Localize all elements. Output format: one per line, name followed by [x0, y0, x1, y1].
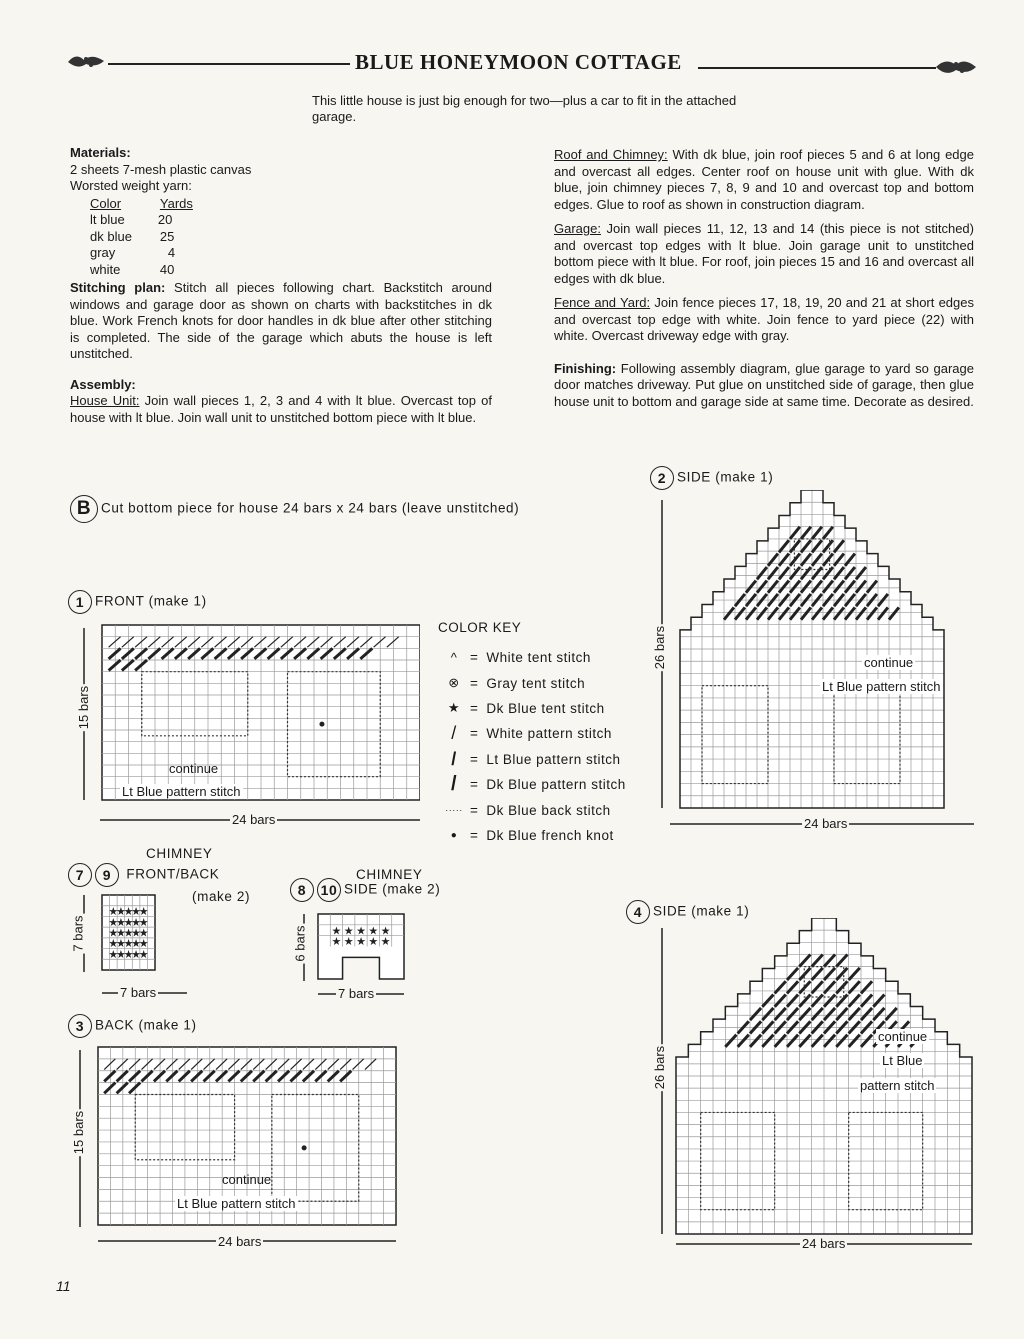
side4-width-dim: 24 bars — [802, 1236, 846, 1251]
stitching-text: Stitch all pieces following chart. Backstitch around windows and garage door as shown on charts with backstitches in dk blue. Work French knots for door handles in dk blue after other stitching is completed. The side of the garage which abuts the house is left unstitched. — [70, 280, 492, 361]
roof-label: Roof and Chimney: — [554, 147, 668, 162]
svg-text:★: ★ — [108, 906, 119, 919]
chart-b-text: Cut bottom piece for house 24 bars x 24 bars (leave unstitched) — [101, 500, 520, 516]
chart-side4-title: SIDE (make 1) — [653, 903, 750, 919]
svg-text:★: ★ — [123, 916, 134, 929]
chimney-fb-width-dim: 7 bars — [120, 985, 157, 1000]
chart-number: 8 — [290, 878, 314, 902]
chimney-fb-grid — [102, 895, 155, 970]
stitching-plan — [70, 280, 492, 363]
chart-number: 3 — [68, 1014, 92, 1038]
yarn-color: white — [90, 261, 121, 277]
chart-b-label — [70, 495, 519, 523]
side4-height-dim: 26 bars — [652, 1045, 668, 1090]
key-item: ^ = White tent stitch — [438, 645, 626, 670]
yarn-col-yards: Yards — [159, 195, 193, 211]
thin-slash-icon: / — [451, 723, 457, 744]
front-note-continue: continue — [169, 761, 219, 776]
svg-text:★: ★ — [108, 916, 119, 929]
yarn-col-color: Color — [90, 195, 122, 211]
svg-text:★: ★ — [343, 936, 354, 949]
side2-note-pattern: Lt Blue pattern stitch — [822, 679, 941, 694]
chimney-side-label — [290, 866, 440, 902]
svg-text:★: ★ — [138, 906, 149, 919]
yarn-color: dk blue — [90, 228, 132, 244]
key-label: Lt Blue pattern stitch — [486, 751, 621, 767]
garage-label: Garage: — [554, 221, 601, 236]
side2-height-dim: 26 bars — [652, 625, 668, 670]
key-label: White pattern stitch — [486, 726, 612, 742]
svg-text:★: ★ — [115, 927, 126, 940]
svg-text:★: ★ — [131, 906, 142, 919]
back-note-continue: continue — [222, 1172, 272, 1187]
svg-text:★: ★ — [123, 906, 134, 919]
back-height-dim: 15 bars — [71, 1110, 87, 1155]
svg-text:★: ★ — [115, 906, 126, 919]
svg-text:★: ★ — [343, 925, 354, 938]
front-chart-figure — [60, 620, 420, 835]
chimney-side-width-dim: 7 bars — [338, 986, 375, 1001]
key-label: Dk Blue back stitch — [486, 802, 611, 818]
finishing-label: Finishing: — [554, 360, 617, 376]
back-note-pattern: Lt Blue pattern stitch — [177, 1196, 296, 1211]
chart-side2-title: SIDE (make 1) — [677, 469, 774, 485]
chart-number: 2 — [650, 466, 674, 490]
color-key-title: COLOR KEY — [438, 620, 522, 635]
materials-line-1: 2 sheets 7-mesh plastic canvas — [70, 161, 252, 177]
svg-text:★: ★ — [108, 927, 119, 940]
chimney-side-grid — [318, 914, 404, 979]
dot-icon: ● — [450, 829, 458, 841]
yarn-yards: 20 — [157, 212, 173, 227]
svg-text:★: ★ — [138, 916, 149, 929]
chart-back-label — [68, 1014, 197, 1038]
chimney-side-line2: SIDE (make 2) — [344, 881, 441, 897]
holly-ornament-right — [934, 55, 978, 79]
left-column — [70, 145, 492, 434]
front-chart-grid — [102, 625, 420, 800]
svg-text:★: ★ — [131, 927, 142, 940]
fence-paragraph — [554, 295, 974, 345]
chart-front-label — [68, 590, 207, 614]
materials-line-2: Worsted weight yarn: — [70, 178, 192, 193]
svg-text:★: ★ — [356, 936, 366, 949]
house-unit-paragraph — [70, 393, 492, 426]
chimney-fb-height-dim: 7 bars — [70, 915, 86, 952]
fence-label: Fence and Yard: — [554, 295, 651, 310]
side4-note-pattern: pattern stitch — [860, 1078, 935, 1093]
chart-number: 4 — [626, 900, 650, 924]
svg-text:★: ★ — [331, 936, 342, 949]
dotted-line-icon: ····· — [445, 805, 463, 816]
key-item: ⊗ = Gray tent stitch — [438, 670, 626, 695]
caret-icon: ^ — [450, 650, 458, 666]
svg-text:★: ★ — [123, 927, 134, 940]
svg-text:★: ★ — [380, 925, 391, 938]
svg-text:★: ★ — [115, 916, 126, 929]
key-label: Dk Blue pattern stitch — [486, 777, 626, 793]
chimney-fb-line3: (make 2) — [192, 889, 251, 904]
page-number: 11 — [56, 1278, 71, 1294]
circle-x-icon: ⊗ — [448, 675, 460, 691]
chimney-side-line1: CHIMNEY — [356, 867, 423, 882]
chart-number: 9 — [95, 863, 119, 887]
page-title: BLUE HONEYMOON COTTAGE — [355, 50, 682, 74]
yarn-table — [88, 196, 219, 279]
yarn-yards: 40 — [159, 261, 175, 277]
materials-heading: Materials: — [70, 145, 131, 160]
chart-back-title: BACK (make 1) — [95, 1017, 197, 1033]
svg-text:★: ★ — [138, 938, 149, 951]
header-rule-left — [108, 63, 350, 65]
chimney-fb-line2: FRONT/BACK — [126, 866, 220, 882]
holly-ornament-left — [66, 50, 108, 72]
key-label: Dk Blue french knot — [486, 827, 614, 843]
garage-text: Join wall pieces 11, 12, 13 and 14 (this piece is not stitched) and overcast top edges with lt blue. Join garage unit to unstitched bottom piece with lt blue. For roof, join pieces 15 and 16 and overcast all edges with dk blue. — [554, 221, 974, 286]
intro-text: This little house is just big enough for two—plus a car to fit in the attached garage. — [312, 93, 737, 124]
assembly-heading: Assembly: — [70, 376, 136, 392]
chart-front-title: FRONT (make 1) — [95, 593, 207, 609]
front-note-pattern: Lt Blue pattern stitch — [122, 784, 241, 799]
side4-chart-grid — [676, 918, 972, 1234]
svg-text:★: ★ — [368, 936, 379, 949]
key-item: ★ = Dk Blue tent stitch — [438, 696, 626, 721]
chimney-side-height-dim: 6 bars — [292, 925, 308, 962]
front-height-dim: 15 bars — [76, 685, 92, 730]
right-column — [554, 147, 974, 418]
chart-side2-label — [650, 466, 773, 490]
svg-text:★: ★ — [138, 948, 149, 961]
key-item: / = Lt Blue pattern stitch — [438, 747, 626, 772]
side2-chart-grid — [680, 490, 944, 808]
key-item: ····· = Dk Blue back stitch — [438, 797, 626, 822]
fence-text: Join fence pieces 17, 18, 19, 20 and 21 at short edges and overcast top edge with white. Join fence to yard piece (22) with white. Overcast driveway edge with gray. — [554, 295, 974, 343]
side4-note-ltblue: Lt Blue — [882, 1053, 923, 1068]
side4-note-continue: continue — [878, 1029, 928, 1044]
side2-chart-figure — [650, 490, 980, 835]
svg-text:★: ★ — [123, 948, 134, 961]
key-label: White tent stitch — [486, 650, 591, 666]
house-unit-text: Join wall pieces 1, 2, 3 and 4 with lt blue. Overcast top of house with lt blue. Join wall unit to unstitched bottom piece with lt blue. — [70, 393, 492, 425]
key-item: / = Dk Blue pattern stitch — [438, 772, 626, 797]
svg-text:★: ★ — [131, 916, 142, 929]
key-label: Gray tent stitch — [486, 675, 586, 691]
front-width-dim: 24 bars — [232, 812, 276, 827]
yarn-yards: 4 — [167, 245, 176, 260]
roof-text: With dk blue, join roof pieces 5 and 6 at long edge and overcast all edges. Center roof on house unit with glue. With dk blue, join chimney pieces 7, 8, 9 and 10 and overcast top and bottom edges. Glue to roof as shown in construction diagram. — [554, 147, 974, 212]
svg-text:★: ★ — [131, 948, 142, 961]
yarn-color: gray — [90, 245, 116, 260]
back-width-dim: 24 bars — [218, 1234, 262, 1249]
chart-number: 1 — [68, 590, 92, 614]
svg-text:★: ★ — [356, 925, 366, 938]
svg-text:★: ★ — [331, 925, 342, 938]
chart-number: 7 — [68, 863, 92, 887]
svg-text:★: ★ — [368, 925, 379, 938]
chart-number: B — [70, 495, 98, 523]
svg-text:★: ★ — [108, 948, 119, 961]
chimney-fb-line1: CHIMNEY — [146, 846, 213, 861]
color-key — [438, 620, 626, 848]
house-unit-label: House Unit: — [70, 393, 140, 408]
back-chart-figure — [60, 1045, 400, 1255]
medium-slash-icon: / — [451, 748, 457, 769]
key-label: Dk Blue tent stitch — [486, 700, 605, 716]
stitching-heading: Stitching plan: — [70, 280, 166, 295]
svg-text:★: ★ — [115, 938, 126, 951]
roof-paragraph — [554, 147, 974, 213]
svg-text:★: ★ — [138, 927, 149, 940]
key-item: / = White pattern stitch — [438, 721, 626, 746]
side2-note-continue: continue — [864, 655, 914, 670]
star-icon: ★ — [447, 700, 461, 716]
chart-number: 10 — [317, 878, 341, 902]
garage-paragraph — [554, 221, 974, 287]
svg-text:★: ★ — [123, 938, 134, 951]
yarn-color: lt blue — [90, 212, 125, 227]
thick-slash-icon: / — [450, 773, 458, 796]
header-rule-right — [698, 67, 936, 69]
finishing-paragraph — [554, 361, 974, 411]
svg-text:★: ★ — [380, 936, 391, 949]
key-item: ● = Dk Blue french knot — [438, 823, 626, 848]
finishing-text: Following assembly diagram, glue garage to yard so garage door matches driveway. Put glue on unstitched side of garage, then glue house unit to bottom and garage side at same time. Decorate as desired. — [554, 360, 974, 409]
svg-text:★: ★ — [131, 938, 142, 951]
svg-text:★: ★ — [115, 948, 126, 961]
side2-width-dim: 24 bars — [804, 816, 848, 831]
yarn-yards: 25 — [159, 228, 175, 244]
svg-text:★: ★ — [108, 938, 119, 951]
